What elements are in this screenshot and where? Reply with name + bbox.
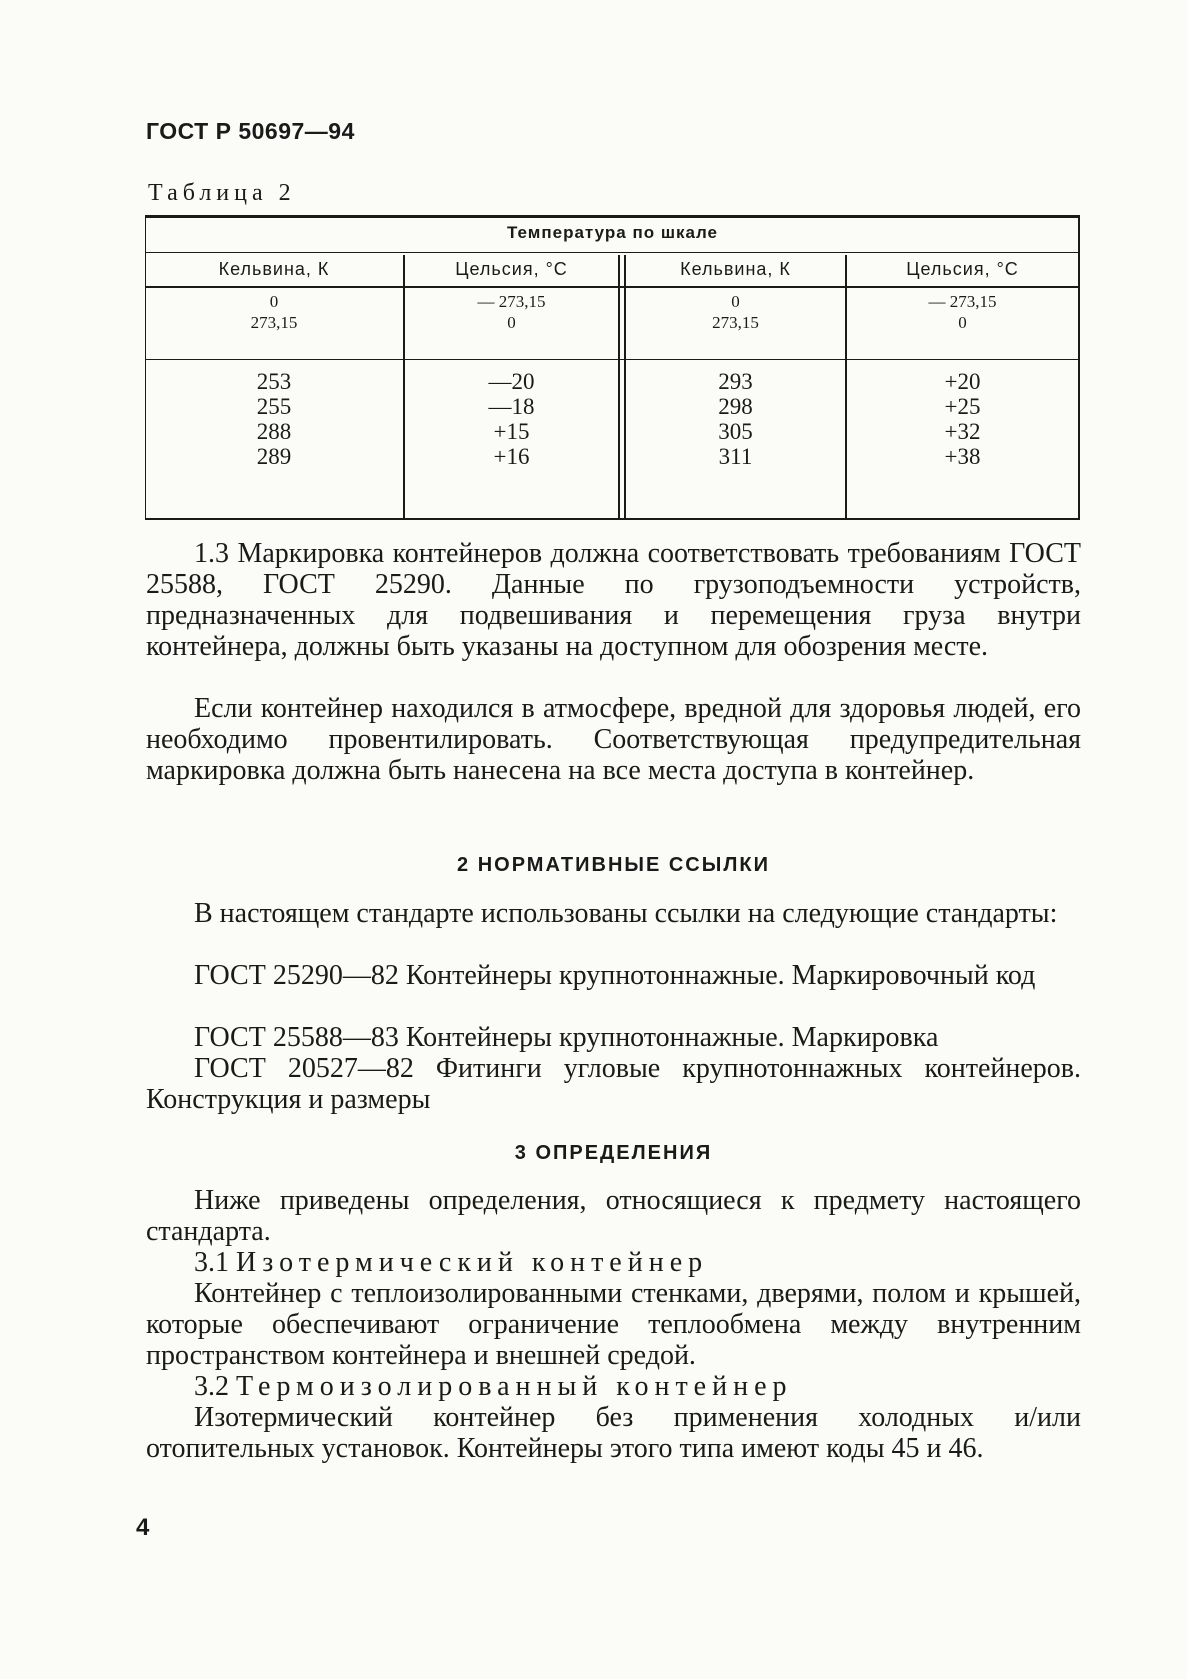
col-divider-2a [618,255,620,520]
section-3-title: 3 ОПРЕДЕЛЕНИЯ [514,1142,713,1164]
definition-term: Изотермический контейнер [236,1247,709,1278]
table-row [405,291,618,333]
table-cell: 273,15 [712,313,759,332]
table-cell: 0 [269,292,279,311]
document-header: ГОСТ Р 50697—94 [146,118,355,144]
table-title-rule [145,252,1080,253]
table-cell: +15 [493,419,530,444]
table-cell: 298 [718,394,753,419]
table-cell: +32 [944,419,981,444]
table-label: Таблица 2 [148,180,296,206]
table-cell: +16 [493,444,530,469]
table-row [626,369,845,469]
table-cell: 288 [256,419,292,444]
table-cell: 289 [256,444,292,469]
section-2-title: 2 НОРМАТИВНЫЕ ССЫЛКИ [457,854,770,876]
table-header-rule [145,286,1080,288]
table-cell: 305 [718,419,753,444]
table-title: Температура по шкале [507,223,718,242]
table-cell: +25 [944,394,981,419]
definition-3-1-text: Контейнер с теплоизолированными стенками, дверями, полом и крышей, которые обеспечивают ограничение теплообмена между внутренним пространством контейнера и внешней средой. [146,1278,1081,1371]
definition-3-2-heading [146,1371,1081,1402]
table-cell: 0 [958,313,967,332]
definition-number: 3.2 [194,1371,229,1402]
definition-term: Термоизолированный контейнер [236,1371,793,1402]
table-cell: 253 [256,369,292,394]
table-group-rule [145,359,1080,360]
definition-3-1-heading [146,1247,1081,1278]
table-cell: 255 [256,394,292,419]
definition-3-2-text: Изотермический контейнер без применения холодных и/или отопительных установок. Контейнеры этого типа имеют коды 45 и 46. [146,1402,1081,1464]
col-header-kelvin-2: Кельвина, К [680,259,791,279]
table-row [626,291,845,333]
table-cell: — 273,15 [928,292,997,311]
table-row [145,291,403,333]
table-right-rule [1078,215,1080,520]
table-cell: — 273,15 [477,292,546,311]
col-header-kelvin-1: Кельвина, К [218,259,330,279]
temperature-table [145,215,1080,520]
table-row [847,291,1078,333]
table-cell: —20 [488,369,535,394]
table-top-rule [145,215,1080,218]
table-row [405,369,618,469]
section-3-intro: Ниже приведены определения, относящиеся к предмету настоящего стандарта. [146,1185,1081,1247]
page-number: 4 [136,1514,150,1541]
col-header-celsius-1: Цельсия, °С [455,259,568,279]
table-cell: +20 [944,369,981,394]
table-cell: +38 [944,444,981,469]
reference-item: ГОСТ 25290—82 Контейнеры крупнотоннажные. Маркировочный код [194,960,1036,991]
table-bottom-rule [145,518,1080,520]
paragraph-1-3: 1.3 Маркировка контейнеров должна соответствовать требованиям ГОСТ 25588, ГОСТ 25290. Данные по грузоподъемности устройств, предназначенных для подвешивания и перемещения груза внутри контейнера, должны быть указаны на доступном для обозрения месте. [146,538,1081,662]
table-cell: —18 [488,394,535,419]
table-cell: 311 [718,444,753,469]
section-2-intro: В настоящем стандарте использованы ссылки на следующие стандарты: [194,898,1058,929]
col-header-celsius-2: Цельсия, °С [906,259,1019,279]
reference-item: ГОСТ 20527—82 Фитинги угловые крупнотоннажных контейнеров. Конструкция и размеры [146,1053,1081,1115]
table-cell: 0 [731,292,740,311]
table-cell: 293 [718,369,753,394]
reference-item: ГОСТ 25588—83 Контейнеры крупнотоннажные. Маркировка [194,1022,939,1053]
table-row [145,369,403,469]
table-cell: 273,15 [250,313,298,332]
table-row [847,369,1078,469]
table-cell: 0 [507,313,516,332]
definition-number: 3.1 [194,1247,229,1278]
paragraph-ventilation: Если контейнер находился в атмосфере, вредной для здоровья людей, его необходимо провентилировать. Соответствующая предупредительная маркировка должна быть нанесена на все места доступа в контейнер. [146,693,1081,786]
